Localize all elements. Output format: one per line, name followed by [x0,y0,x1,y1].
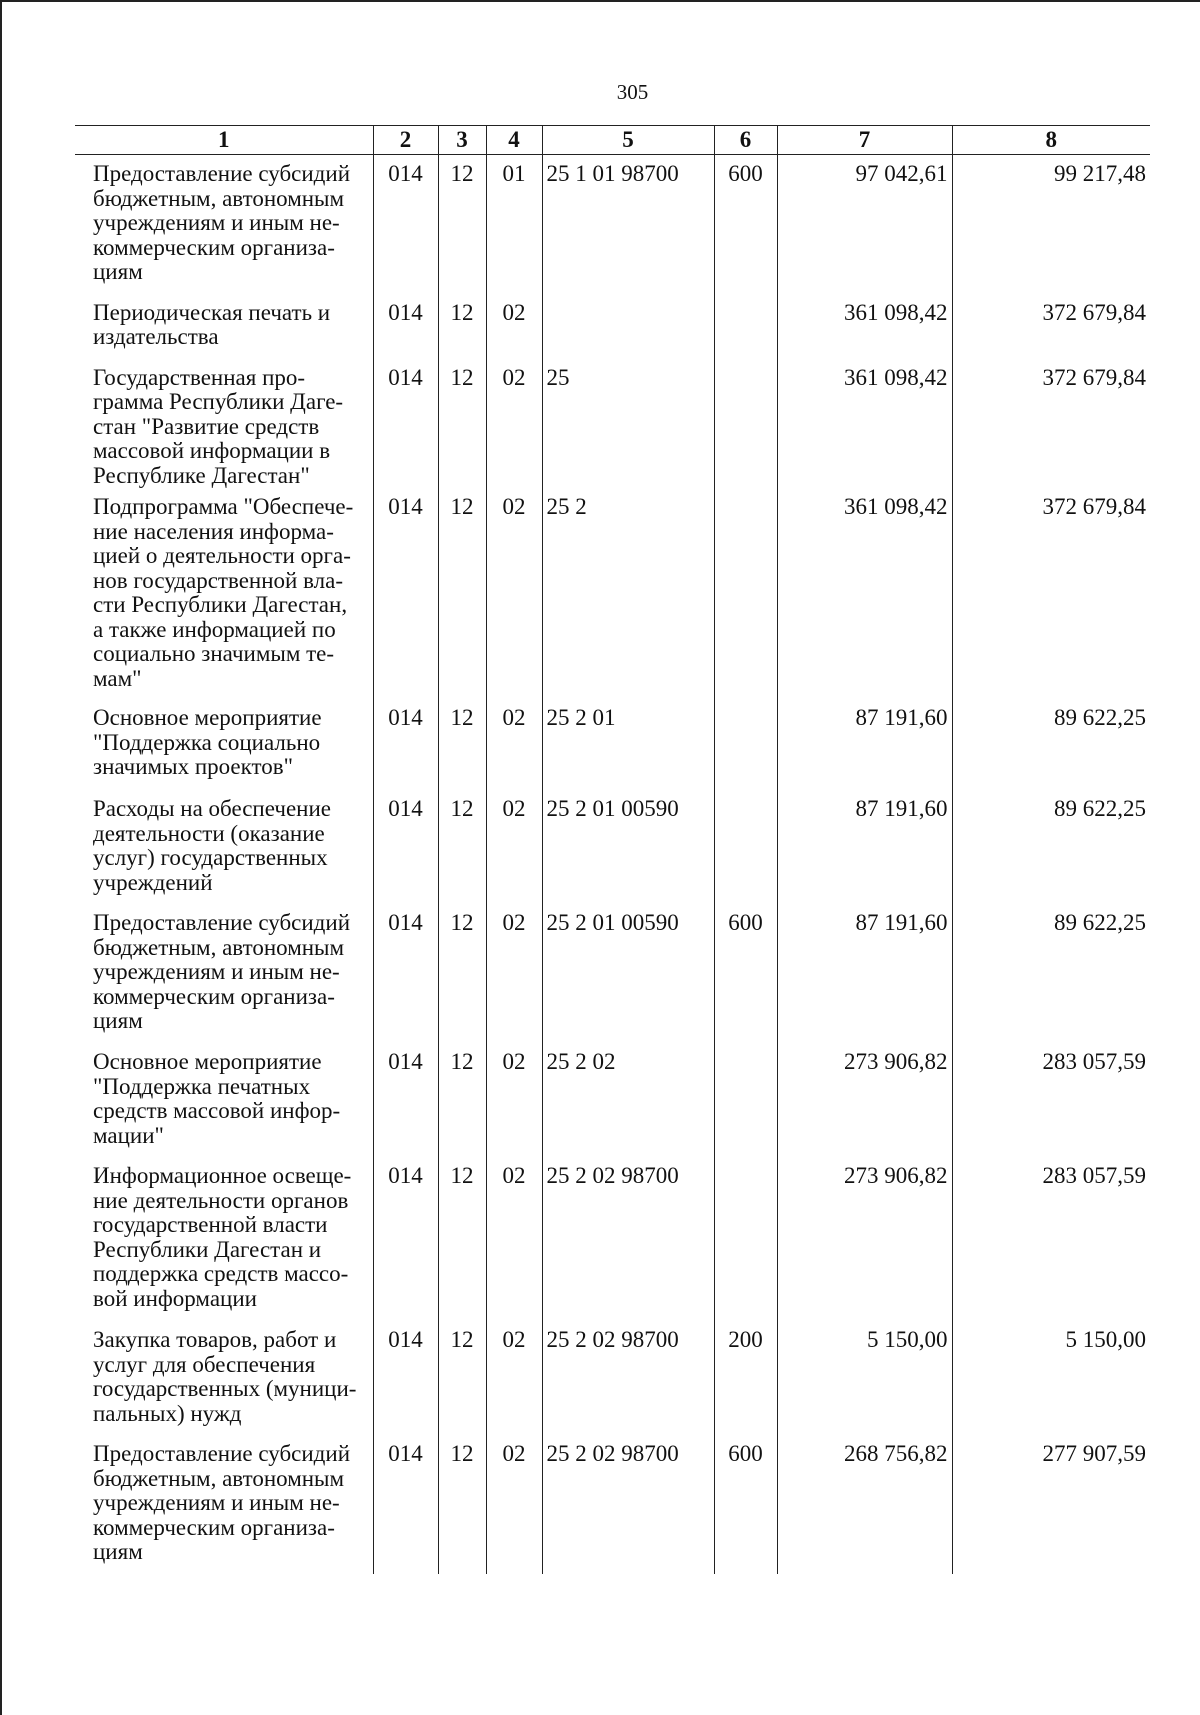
cell-name: Расходы на обеспечение деятельности (оказание услуг) государственных учреждений [93,796,331,895]
cell-subsection: 02 [486,294,542,359]
cell-section: 12 [438,488,486,699]
cell-amount-year1: 5 150,00 [777,1321,952,1435]
cell-code-ministry: 014 [373,1435,438,1574]
cell-expense-type [714,790,777,904]
cell-target-article: 25 1 01 98700 [542,155,714,294]
cell-amount-year2: 5 150,00 [952,1321,1150,1435]
column-header: 7 [777,126,952,155]
scan-frame-left [0,0,2,1715]
cell-expense-type: 200 [714,1321,777,1435]
cell-code-ministry: 014 [373,155,438,294]
cell-amount-year2: 372 679,84 [952,359,1150,489]
cell-amount-year2: 372 679,84 [952,488,1150,699]
cell-target-article: 25 2 02 98700 [542,1321,714,1435]
cell-section: 12 [438,294,486,359]
cell-amount-year1: 87 191,60 [777,904,952,1043]
cell-target-article: 25 2 02 98700 [542,1435,714,1574]
table-row [75,294,1150,359]
cell-name: Периодическая печать и издательства [93,299,331,349]
cell-section: 12 [438,1435,486,1574]
cell-amount-year2: 372 679,84 [952,294,1150,359]
cell-amount-year1: 361 098,42 [777,359,952,489]
cell-code-ministry: 014 [373,699,438,790]
cell-section: 12 [438,359,486,489]
cell-subsection: 02 [486,904,542,1043]
cell-amount-year1: 273 906,82 [777,1043,952,1157]
cell-code-ministry: 014 [373,790,438,904]
cell-subsection: 02 [486,1043,542,1157]
cell-expense-type [714,1157,777,1321]
table-row [75,1435,1150,1574]
cell-amount-year2: 89 622,25 [952,790,1150,904]
cell-subsection: 02 [486,699,542,790]
cell-name: Закупка товаров, работ и услуг для обеспечения государственных (муници- пальных) нужд [93,1327,357,1426]
cell-section: 12 [438,904,486,1043]
table-row [75,155,1150,294]
cell-amount-year2: 89 622,25 [952,904,1150,1043]
table-row [75,790,1150,904]
cell-amount-year1: 87 191,60 [777,790,952,904]
cell-code-ministry: 014 [373,294,438,359]
cell-target-article [542,294,714,359]
column-header: 1 [75,126,373,155]
cell-amount-year2: 283 057,59 [952,1157,1150,1321]
cell-expense-type [714,699,777,790]
table-header-row [75,126,1150,155]
cell-name: Основное мероприятие "Поддержка социально значимых проектов" [93,705,322,779]
cell-amount-year1: 97 042,61 [777,155,952,294]
cell-amount-year2: 277 907,59 [952,1435,1150,1574]
cell-expense-type: 600 [714,904,777,1043]
table-row [75,488,1150,699]
cell-expense-type [714,488,777,699]
cell-subsection: 02 [486,488,542,699]
cell-name: Основное мероприятие "Поддержка печатных средств массовой инфор- мации" [93,1049,341,1148]
cell-amount-year2: 89 622,25 [952,699,1150,790]
cell-section: 12 [438,1321,486,1435]
column-header: 2 [373,126,438,155]
cell-target-article: 25 2 02 98700 [542,1157,714,1321]
cell-amount-year1: 268 756,82 [777,1435,952,1574]
cell-target-article: 25 2 [542,488,714,699]
cell-name: Предоставление субсидий бюджетным, автономным учреждениям и иным не- коммерческим организа- циям [93,910,350,1033]
cell-code-ministry: 014 [373,1321,438,1435]
cell-code-ministry: 014 [373,488,438,699]
cell-target-article: 25 2 02 [542,1043,714,1157]
cell-name: Информационное освеще- ние деятельности органов государственной власти Республики Дагестан и поддержка средств массо- вой информации [93,1163,352,1311]
cell-code-ministry: 014 [373,1043,438,1157]
column-header: 8 [952,126,1150,155]
cell-section: 12 [438,699,486,790]
cell-amount-year1: 361 098,42 [777,488,952,699]
cell-code-ministry: 014 [373,1157,438,1321]
cell-section: 12 [438,1157,486,1321]
column-header: 4 [486,126,542,155]
table-row [75,1321,1150,1435]
cell-code-ministry: 014 [373,359,438,489]
cell-subsection: 02 [486,1321,542,1435]
cell-expense-type [714,359,777,489]
cell-section: 12 [438,790,486,904]
table-row [75,1043,1150,1157]
column-header: 6 [714,126,777,155]
cell-section: 12 [438,1043,486,1157]
cell-name: Предоставление субсидий бюджетным, автономным учреждениям и иным не- коммерческим организа- циям [93,1441,350,1564]
cell-name: Государственная про- грамма Республики Даге- стан "Развитие средств массовой информации в Республике Дагестан" [93,364,344,488]
cell-target-article: 25 2 01 [542,699,714,790]
cell-expense-type [714,294,777,359]
table-row [75,904,1150,1043]
cell-subsection: 02 [486,1435,542,1574]
cell-amount-year1: 273 906,82 [777,1157,952,1321]
column-header: 3 [438,126,486,155]
cell-subsection: 02 [486,1157,542,1321]
cell-subsection: 02 [486,359,542,489]
cell-expense-type [714,1043,777,1157]
cell-expense-type: 600 [714,1435,777,1574]
table-row [75,699,1150,790]
cell-name: Подпрограмма "Обеспече- ние населения информа- цией о деятельности орга- нов государственной вла- сти Республики Дагестан, а также информацией по социально значимым те- мам" [93,494,354,691]
cell-section: 12 [438,155,486,294]
cell-expense-type: 600 [714,155,777,294]
cell-amount-year2: 283 057,59 [952,1043,1150,1157]
page-number: 305 [616,80,649,104]
cell-amount-year2: 99 217,48 [952,155,1150,294]
cell-code-ministry: 014 [373,904,438,1043]
cell-target-article: 25 [542,359,714,489]
cell-subsection: 01 [486,155,542,294]
cell-target-article: 25 2 01 00590 [542,790,714,904]
cell-subsection: 02 [486,790,542,904]
table-row [75,1157,1150,1321]
column-header: 5 [542,126,714,155]
scan-frame-top [0,0,1200,2]
budget-table [75,125,1150,1574]
cell-amount-year1: 361 098,42 [777,294,952,359]
cell-name: Предоставление субсидий бюджетным, автономным учреждениям и иным не- коммерческим организа- циям [93,161,350,284]
cell-target-article: 25 2 01 00590 [542,904,714,1043]
cell-amount-year1: 87 191,60 [777,699,952,790]
table-row [75,359,1150,489]
